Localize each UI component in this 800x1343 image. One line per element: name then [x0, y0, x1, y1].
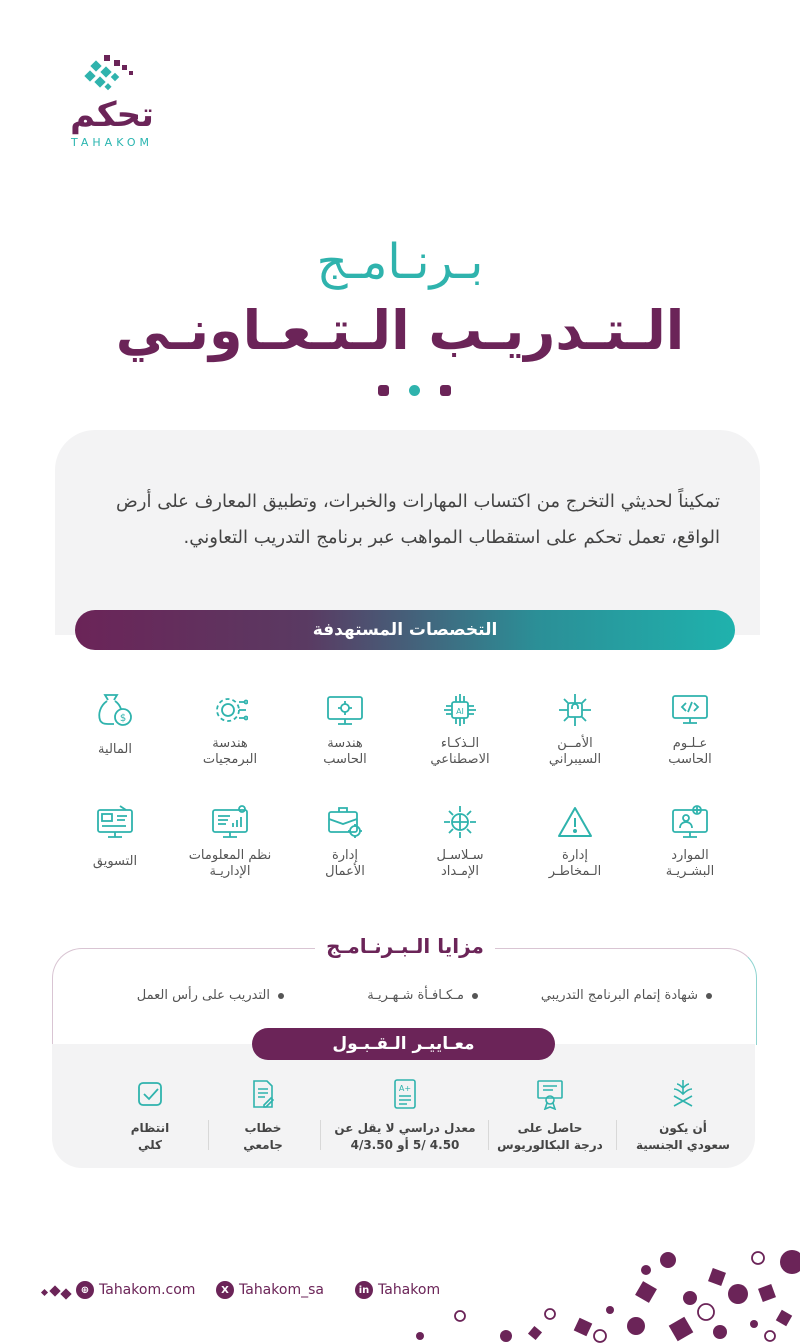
- advantage-item: التدريب على رأس العمل: [137, 988, 284, 1003]
- specialty-item: إدارة الـمخاطـر: [520, 802, 630, 880]
- footer-x-link[interactable]: X Tahakom_sa: [216, 1281, 324, 1299]
- globe-icon: ⊕: [76, 1281, 94, 1299]
- specialty-item: $ المالية: [60, 690, 170, 758]
- linkedin-icon: in: [355, 1281, 373, 1299]
- criteria-title: معـاييـر الـقـبـول: [332, 1034, 475, 1054]
- computer-engineering-icon: [290, 690, 400, 730]
- decor-diamonds: [40, 1284, 74, 1302]
- specialty-item: سـلاسـل الإمـداد: [405, 802, 515, 880]
- grade-document-icon: [392, 1078, 418, 1110]
- decor-dot: [378, 385, 389, 396]
- specialty-item: الموارد البشـريـة: [635, 802, 745, 880]
- advantages-title: مزايا الـبـرنـامـج: [326, 934, 484, 958]
- decor-dot: [440, 385, 451, 396]
- specialty-item: هندسة البرمجيات: [175, 690, 285, 768]
- specialty-item: الأمــن السيبراني: [520, 690, 630, 768]
- intro-paragraph: تمكيناً لحديثي التخرج من اكتساب المهارات والخبرات، وتطبيق المعارف على أرض الواقع، تعمل تحكم على استقطاب المواهب عبر برنامج التدريب التعاوني.: [116, 491, 720, 548]
- criteria-item: أن يكون سعودي الجنسية: [628, 1078, 738, 1154]
- logo-latin-text: TAHAKOM: [71, 136, 153, 149]
- specialties-title: التخصصات المستهدفة: [312, 620, 498, 640]
- footer-linkedin-link[interactable]: in Tahakom: [355, 1281, 440, 1299]
- advantages-title-wrap: [315, 930, 495, 962]
- business-briefcase-icon: [290, 802, 400, 842]
- specialty-item: إدارة الأعمال: [290, 802, 400, 880]
- criteria-item: خطاب جامعي: [213, 1078, 313, 1154]
- specialty-item: التسويق: [60, 802, 170, 870]
- saudi-emblem-icon: [668, 1078, 698, 1110]
- certificate-icon: [535, 1078, 565, 1110]
- money-bag-icon: [60, 690, 170, 730]
- x-icon: X: [216, 1281, 234, 1299]
- marketing-icon: [60, 802, 170, 842]
- checkbox-icon: [135, 1078, 165, 1110]
- criteria-divider: [488, 1120, 489, 1150]
- logo-wordmark: تحكم: [70, 95, 154, 135]
- criteria-item: حاصل على درجة البكالوريوس: [495, 1078, 605, 1154]
- ai-chip-icon: [405, 690, 515, 730]
- criteria-divider: [320, 1120, 321, 1150]
- criteria-item: A+ معدل دراسي لا يقل عن 4.50 /5 أو 4/3.50: [330, 1078, 480, 1154]
- svg-text:$: $: [119, 713, 127, 724]
- specialty-item: عـلـوم الحاسب: [635, 690, 745, 768]
- letter-icon: [250, 1078, 276, 1110]
- decor-dot: [409, 385, 420, 396]
- criteria-divider: [208, 1120, 209, 1150]
- information-systems-icon: [175, 802, 285, 842]
- software-gear-icon: [175, 690, 285, 730]
- footer-website-link[interactable]: ⊕ Tahakom.com: [76, 1281, 195, 1299]
- specialty-item: AI الـذكـاء الاصطناعي: [405, 690, 515, 768]
- criteria-item: انتظام كلي: [100, 1078, 200, 1154]
- specialty-item: نظم المعلومات الإداريـة: [175, 802, 285, 880]
- svg-text:A+: A+: [398, 1084, 412, 1093]
- svg-text:AI: AI: [456, 707, 464, 716]
- criteria-divider: [616, 1120, 617, 1150]
- human-resources-icon: [635, 802, 745, 842]
- warning-icon: [520, 802, 630, 842]
- cyber-security-icon: [520, 690, 630, 730]
- specialty-item: هندسة الحاسب: [290, 690, 400, 768]
- advantage-item: مـكـافـأة شـهـريـة: [367, 988, 478, 1003]
- computer-code-icon: [635, 690, 745, 730]
- decor-pattern: [380, 1240, 800, 1343]
- program-heading: بـرنـامـج: [316, 234, 484, 290]
- supply-chain-icon: [405, 802, 515, 842]
- advantage-item: شهادة إتمام البرنامج التدريبي: [541, 988, 712, 1003]
- program-title: الـتـدريـب الـتـعـاونـي: [115, 299, 685, 362]
